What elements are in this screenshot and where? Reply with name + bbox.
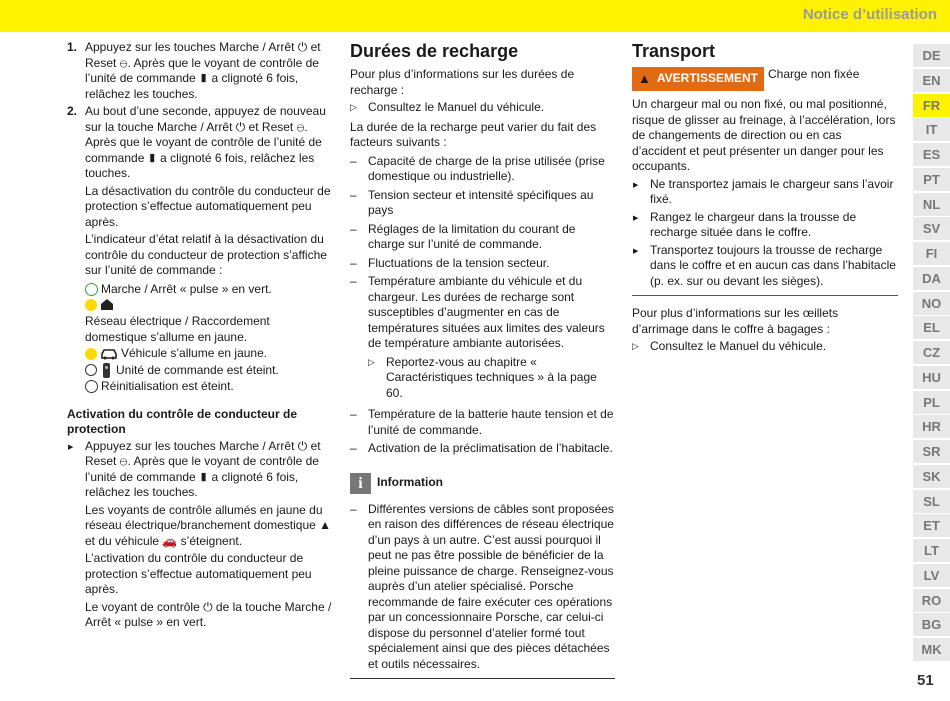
status-text: Réseau électrique / Raccordement domestique s’allume en jaune. <box>85 314 270 344</box>
warning-caption: Charge non fixée <box>768 67 860 81</box>
divider <box>350 678 615 679</box>
status-text: Unité de commande est éteint. <box>116 362 279 377</box>
warning-badge <box>632 67 764 91</box>
reference-item: ▷ Reportez-vous au chapitre « Caractéristiques techniques » à la page 60. <box>350 355 615 402</box>
step-number: 1. <box>67 40 78 54</box>
lang-tab-fi[interactable]: FI <box>913 242 950 265</box>
lang-tab-pt[interactable]: PT <box>913 168 950 191</box>
house-icon <box>100 298 114 311</box>
lang-tab-es[interactable]: ES <box>913 143 950 166</box>
lang-tab-lv[interactable]: LV <box>913 564 950 587</box>
lang-tab-da[interactable]: DA <box>913 267 950 290</box>
lang-tab-el[interactable]: EL <box>913 316 950 339</box>
section-title: Transport <box>632 41 716 61</box>
factor-item: – Température de la batterie haute tension et de l’unité de commande. <box>350 407 615 438</box>
paragraph: Les voyants de contrôle allumés en jaune du réseau électrique/branchement domestique ▲ et du véhicule 🚗 s’éteignent. <box>85 502 332 548</box>
lang-tab-ro[interactable]: RO <box>913 589 950 612</box>
info-text: – Différentes versions de câbles sont proposées en raison des différences de réseau électrique d’un pays à un autre. C’est aussi pourquoi il peut ne pas être possible de bénéficier de la pleine puissance de charge. Renseignez-vous auprès d’un atelier spécialisé. Porsche recommande de faire exécuter ces opérations par un concessionnaire Porsche, car celui-ci dispose du personnel d’atelier formé tout spécialement ainsi que des pièces détachées et outils nécessaires. <box>350 502 615 673</box>
reset-icon <box>85 380 98 393</box>
yellow-dot-icon <box>85 299 97 311</box>
info-header <box>350 473 615 494</box>
lang-tab-en[interactable]: EN <box>913 69 950 92</box>
step-text: Au bout d’une seconde, appuyez de nouveau sur la touche Marche / Arrêt ⏻ et Reset ⊖. Après que le voyant de contrôle de l’unité de commande ▮ a clignoté 6 fois, relâchez les touches. <box>85 104 326 180</box>
document-title: Notice d’utilisation <box>802 6 937 23</box>
column-right <box>632 40 898 355</box>
instruction-bullet: ▶ Appuyez sur les touches Marche / Arrêt ⏻ et Reset ⊖. Après que le voyant de contrôle de l’unité de commande ▮ a clignoté 6 fois, relâchez les touches. <box>67 439 335 501</box>
step-number: 2. <box>67 104 78 118</box>
factor-item: – Tension secteur et intensité spécifiques au pays <box>350 188 615 219</box>
warning-icon: ▲ <box>638 71 651 87</box>
paragraph: Un chargeur mal ou non fixé, ou mal positionné, risque de glisser au freinage, à l’accélération, lors de changements de direction ou en cas d’accident et peut présenter un danger pour les occupants. <box>632 97 896 173</box>
language-tabs <box>913 44 950 663</box>
section-title: Durées de recharge <box>350 41 519 61</box>
yellow-dot-icon <box>85 348 97 360</box>
status-list <box>67 282 335 395</box>
factor-item: – Fluctuations de la tension secteur. <box>350 256 615 272</box>
lang-tab-pl[interactable]: PL <box>913 391 950 414</box>
lang-tab-sv[interactable]: SV <box>913 217 950 240</box>
lang-tab-de[interactable]: DE <box>913 44 950 67</box>
page-number: 51 <box>917 672 934 689</box>
power-icon <box>85 283 98 296</box>
warning-label: AVERTISSEMENT <box>656 71 758 86</box>
lang-tab-fr[interactable]: FR <box>913 94 950 117</box>
lang-tab-bg[interactable]: BG <box>913 613 950 636</box>
step-2 <box>67 104 335 182</box>
lang-tab-no[interactable]: NO <box>913 292 950 315</box>
lang-tab-lt[interactable]: LT <box>913 539 950 562</box>
car-icon <box>100 348 118 360</box>
paragraph: La désactivation du contrôle du conducteur de protection s’effectue automatiquement peu après. <box>85 183 331 229</box>
status-item <box>85 298 335 345</box>
status-text: Véhicule s’allume en jaune. <box>121 346 268 360</box>
factor-item: – Température ambiante du véhicule et du chargeur. Les durées de recharge sont susceptibles d’augmenter en cas de températures situées aux limites des valeurs de température ambiante autorisées. <box>350 274 615 352</box>
warning-bullet: ▶ Rangez le chargeur dans la trousse de recharge située dans le coffre. <box>632 210 898 241</box>
step-text: Appuyez sur les touches Marche / Arrêt ⏻ et Reset ⊖. Après que le voyant de contrôle de l’unité de commande ▮ a clignoté 6 fois, relâchez les touches. <box>85 40 321 101</box>
paragraph: L’activation du contrôle du conducteur de protection s’effectue automatiquement peu après. <box>85 551 312 596</box>
status-item <box>85 346 335 362</box>
lang-tab-mk[interactable]: MK <box>913 638 950 661</box>
empty-dot-icon <box>85 364 97 376</box>
warning-row <box>632 67 898 91</box>
factor-item: – Activation de la préclimatisation de l’habitacle. <box>350 441 615 457</box>
info-label: Information <box>377 475 443 490</box>
column-left <box>67 40 335 631</box>
control-unit-icon <box>103 363 110 378</box>
section-heading: Activation du contrôle de conducteur de protection <box>67 406 298 436</box>
lang-tab-sr[interactable]: SR <box>913 440 950 463</box>
paragraph: Pour plus d’informations sur les durées de recharge : <box>350 67 575 97</box>
status-text: Réinitialisation est éteint. <box>101 379 234 393</box>
header-bar <box>0 0 950 32</box>
warning-bullet: ▶ Transportez toujours la trousse de recharge dans le coffre et en aucun cas dans l’habitacle (p. ex. sur ou devant les sièges). <box>632 243 898 290</box>
factor-item: – Réglages de la limitation du courant de charge sur l’unité de commande. <box>350 222 615 253</box>
status-text: Marche / Arrêt « pulse » en vert. <box>101 281 272 296</box>
status-item <box>85 363 335 379</box>
step-1 <box>67 40 335 102</box>
status-item <box>85 282 335 298</box>
divider <box>632 295 898 296</box>
lang-tab-hr[interactable]: HR <box>913 415 950 438</box>
reference-item: ▷ Consultez le Manuel du véhicule. <box>632 339 898 355</box>
column-middle <box>350 40 615 679</box>
lang-tab-cz[interactable]: CZ <box>913 341 950 364</box>
lang-tab-et[interactable]: ET <box>913 514 950 537</box>
factor-item: – Capacité de charge de la prise utilisée (prise domestique ou industrielle). <box>350 154 615 185</box>
warning-bullet: ▶ Ne transportez jamais le chargeur sans l’avoir fixé. <box>632 177 898 208</box>
lang-tab-sl[interactable]: SL <box>913 490 950 513</box>
info-icon: i <box>350 473 371 494</box>
lang-tab-it[interactable]: IT <box>913 118 950 141</box>
status-item <box>85 379 335 395</box>
paragraph: Pour plus d’informations sur les œillets d’arrimage dans le coffre à bagages : <box>632 306 839 336</box>
lang-tab-sk[interactable]: SK <box>913 465 950 488</box>
lang-tab-nl[interactable]: NL <box>913 193 950 216</box>
lang-tab-hu[interactable]: HU <box>913 366 950 389</box>
reference-item: ▷ Consultez le Manuel du véhicule. <box>350 100 615 116</box>
paragraph: Le voyant de contrôle ⏻ de la touche Marche / Arrêt « pulse » en vert. <box>85 599 332 629</box>
paragraph: La durée de la recharge peut varier du fait des facteurs suivants : <box>350 119 597 149</box>
paragraph: L’indicateur d’état relatif à la désactivation du contrôle du conducteur de protection s’affiche sur l’unité de commande : <box>85 232 327 277</box>
